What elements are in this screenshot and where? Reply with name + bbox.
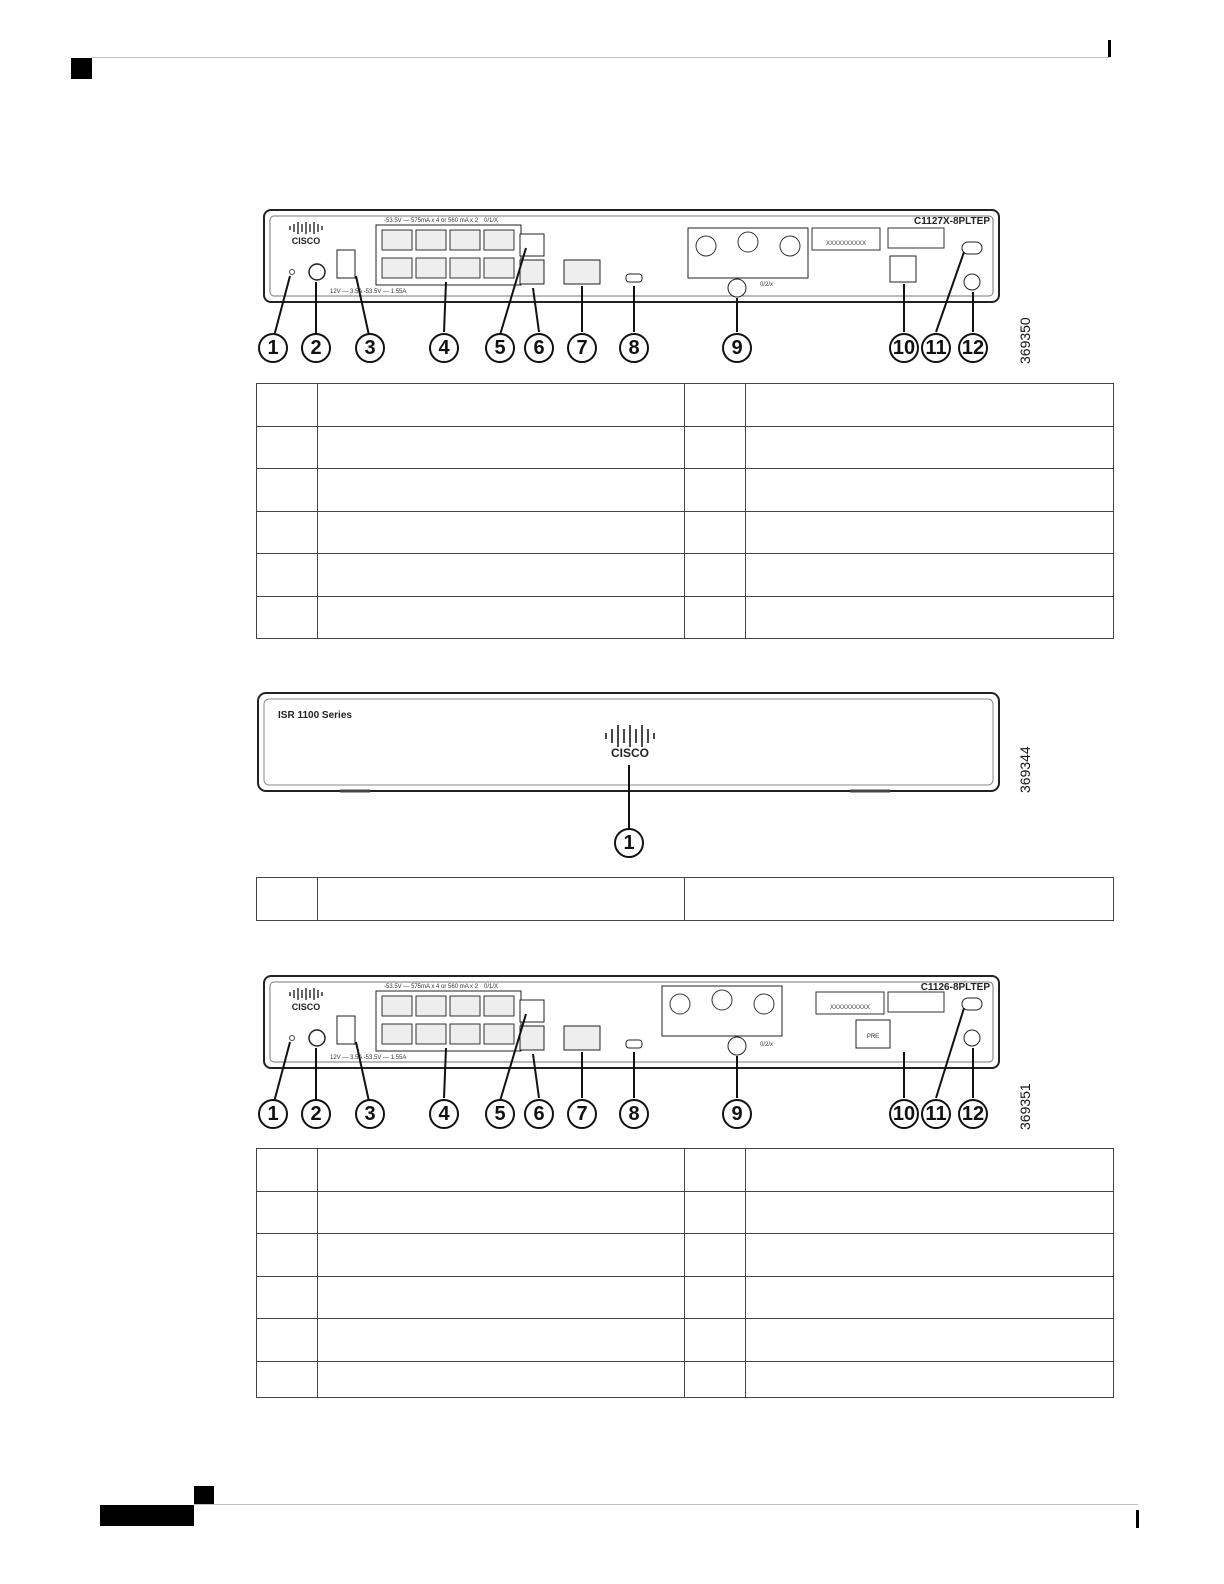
callout-12: 12 [961,337,985,359]
callout-1: 1 [267,1103,279,1125]
cisco-wordmark: CISCO [291,236,321,246]
pim-screw [728,279,746,297]
svg-text:12V — 3.5A -53.5V — 1.55A: 12V — 3.5A -53.5V — 1.55A [330,289,407,295]
callout-10: 10 [892,337,916,359]
callout-group [259,334,987,362]
callout-3: 3 [364,1103,376,1125]
table-row [257,878,1114,921]
svg-text:-53.5V — 575mA x 4 or 560 mA x: -53.5V — 575mA x 4 or 560 mA x 2 [384,218,479,224]
callout-6: 6 [533,1103,545,1125]
poe-lan-ports [376,225,521,285]
callout-3: 3 [364,337,376,359]
svg-text:XXXXXXXXXX: XXXXXXXXXX [825,241,867,247]
table-row [257,1149,1114,1192]
svg-text:0/1/X: 0/1/X [484,984,499,990]
callout-4: 4 [438,1103,450,1125]
callout-6: 6 [533,337,545,359]
footer-marker [194,1486,214,1504]
callout-11: 11 [925,337,947,359]
ground-lug [964,274,980,290]
front-panel-figure [250,685,1050,863]
callout-12: 12 [961,1103,985,1125]
table-row [257,597,1114,639]
footer-rule [194,1504,1138,1505]
table-row [257,1362,1114,1398]
table-row [257,427,1114,469]
callout-9: 9 [731,1103,743,1125]
svg-text:0/2/x: 0/2/x [760,282,774,288]
table-row [257,1234,1114,1277]
header-page-tab [71,58,92,79]
callout-7: 7 [576,337,588,359]
table-row [257,1319,1114,1362]
console-port [626,1040,642,1048]
svg-text:0/2/x: 0/2/x [760,1042,774,1048]
rear-panel-figure-c1126 [250,966,1050,1136]
table-row [257,1277,1114,1319]
header-marker-bar [1108,40,1111,57]
power-button [309,1030,325,1046]
ge-wan-port [520,260,544,284]
ground-lug [964,1030,980,1046]
console-port [626,274,642,282]
callout-5: 5 [494,1103,506,1125]
callout-8: 8 [628,1103,640,1125]
table-row [257,1192,1114,1234]
callout-2: 2 [310,337,322,359]
svg-text:PRE: PRE [866,1034,880,1040]
callout-5: 5 [494,337,506,359]
figure-id: 369344 [1017,746,1033,793]
legend-table-2 [256,877,1114,921]
rear-panel-figure-c1127x [250,200,1050,370]
svg-text:0/1/X: 0/1/X [484,218,499,224]
power-button [309,264,325,280]
pim-screw [728,1037,746,1055]
callout-10: 10 [892,1103,916,1125]
table-row [257,554,1114,597]
svg-text:12V — 3.5A -53.5V — 1.55A: 12V — 3.5A -53.5V — 1.55A [330,1055,407,1061]
series-label: ISR 1100 Series [278,710,352,721]
callout-8: 8 [628,337,640,359]
svg-text:XXXXXXXXXX: XXXXXXXXXX [829,1005,871,1011]
power-connector [337,1016,355,1044]
svg-text:C1126-8PLTEP: C1126-8PLTEP [920,982,990,993]
table-row [257,512,1114,554]
figure-id: 369351 [1017,1083,1033,1130]
kensington-slot [962,998,982,1010]
kensington-slot [962,242,982,254]
svg-text:-53.5V — 575mA x 4 or 560 mA x: -53.5V — 575mA x 4 or 560 mA x 2 [384,984,479,990]
phone-port [890,256,916,282]
cisco-wordmark: CISCO [291,1002,321,1012]
sfp-port [564,1026,600,1050]
footer-page-tab [100,1505,194,1526]
callout-7: 7 [576,1103,588,1125]
ge-wan-port [520,1026,544,1050]
sfp-port [564,260,600,284]
table-row [257,469,1114,512]
callout-1: 1 [267,337,279,359]
callout-1: 1 [623,832,635,854]
figure-id: 369350 [1017,317,1033,364]
callout-4: 4 [438,337,450,359]
table-row [257,384,1114,427]
callout-2: 2 [310,1103,322,1125]
cisco-wordmark: CISCO [610,746,650,760]
footer-marker-bar [1136,1510,1139,1528]
header-rule [92,57,1110,58]
callout-9: 9 [731,337,743,359]
svg-text:C1127X-8PLTEP: C1127X-8PLTEP [914,216,990,227]
callout-11: 11 [925,1103,947,1125]
power-connector [337,250,355,278]
callout-group [259,1100,987,1128]
poe-lan-ports [376,991,521,1051]
legend-table-3 [256,1148,1114,1398]
legend-table-1 [256,383,1114,639]
